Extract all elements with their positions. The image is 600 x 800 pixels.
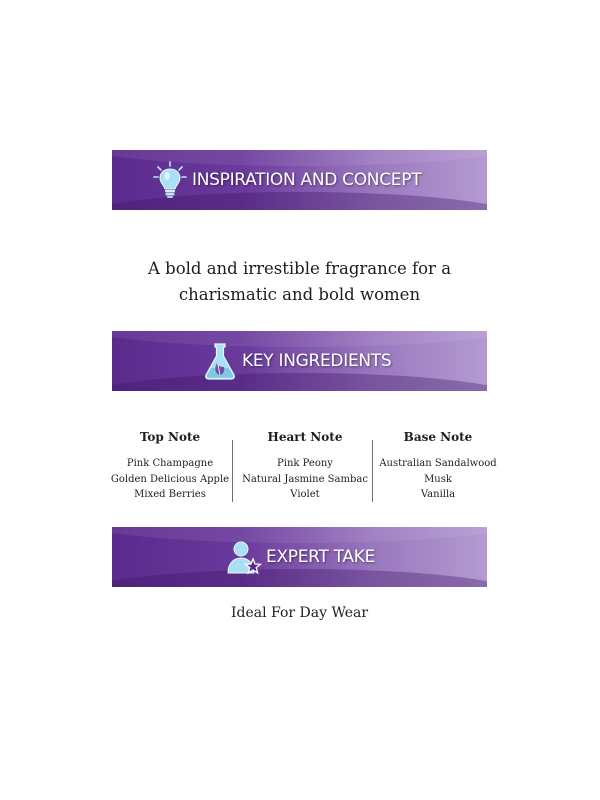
top-note-heading: Top Note xyxy=(139,430,201,444)
fragrance-notes xyxy=(95,430,505,505)
concept-text: A bold and irrestible fragrance for a charismatic and bold women xyxy=(147,259,452,304)
list-item: Musk xyxy=(424,473,452,485)
ingredients-banner xyxy=(112,331,487,391)
inspiration-banner xyxy=(112,150,487,210)
top-note-column xyxy=(105,430,235,503)
list-item: Mixed Berries xyxy=(134,489,206,500)
ingredients-title: KEY INGREDIENTS xyxy=(242,351,392,371)
heart-note-column xyxy=(240,430,370,503)
list-item: Pink Champagne xyxy=(126,458,214,469)
expert-text: Ideal For Day Wear xyxy=(230,605,369,621)
flask-leaf-icon xyxy=(202,341,238,381)
lightbulb-icon xyxy=(152,160,188,200)
list-item: Australian Sandalwood xyxy=(379,458,497,469)
list-item: Pink Peony xyxy=(277,458,333,469)
list-item: Natural Jasmine Sambac xyxy=(242,473,368,485)
expert-title: EXPERT TAKE xyxy=(266,547,376,567)
heart-note-heading: Heart Note xyxy=(267,430,343,444)
column-divider xyxy=(232,440,233,502)
user-star-icon xyxy=(226,537,262,577)
list-item: Violet xyxy=(290,489,320,500)
expert-banner xyxy=(112,527,487,587)
base-note-heading: Base Note xyxy=(403,430,473,444)
inspiration-title: INSPIRATION AND CONCEPT xyxy=(192,170,422,190)
list-item: Golden Delicious Apple xyxy=(110,473,230,485)
base-note-column xyxy=(373,430,503,503)
list-item: Vanilla xyxy=(420,489,456,500)
